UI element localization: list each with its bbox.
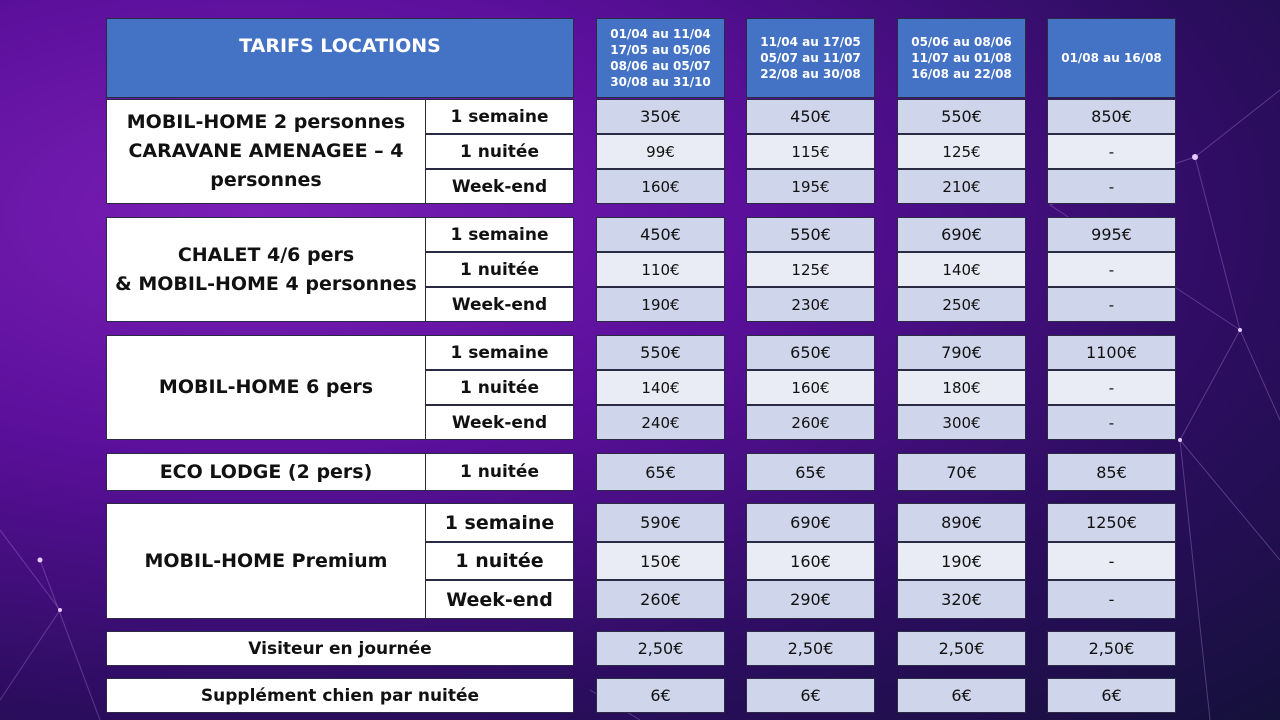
price-text: 2,50€: [637, 639, 684, 658]
extra-price-cell: [897, 631, 1026, 666]
product-label-lines: [159, 373, 373, 402]
network-node: [38, 558, 43, 563]
duration-text: 1 semaine: [450, 224, 549, 245]
price-cell: [596, 217, 725, 252]
price-cell: [746, 99, 875, 134]
period-header-4: [1047, 18, 1176, 98]
duration-text: 1 semaine: [450, 106, 549, 127]
price-text: 6€: [951, 686, 972, 705]
price-cell: [897, 580, 1026, 619]
duration-text: Week-end: [451, 294, 548, 315]
price-text: 65€: [645, 462, 676, 482]
price-text: 115€: [791, 142, 830, 161]
price-text: 240€: [641, 413, 680, 432]
price-text: 320€: [941, 590, 982, 609]
price-text: 110€: [641, 260, 680, 279]
price-text: 180€: [942, 378, 981, 397]
price-cell: [746, 580, 875, 619]
price-text: 230€: [791, 295, 830, 314]
duration-cell: [425, 370, 574, 405]
price-cell: [1047, 503, 1176, 542]
price-cell: [897, 287, 1026, 322]
product-label-2: [106, 217, 426, 322]
price-text: 650€: [790, 343, 831, 362]
duration-cell: [425, 169, 574, 204]
price-cell: [897, 169, 1026, 204]
price-text: 1250€: [1086, 513, 1137, 532]
price-cell: [596, 405, 725, 440]
duration-text: 1 nuitée: [455, 550, 544, 572]
price-cell: [746, 287, 875, 322]
duration-text: Week-end: [451, 412, 548, 433]
duration-text: Week-end: [446, 588, 553, 611]
price-cell: [746, 405, 875, 440]
price-cell: [1047, 335, 1176, 370]
price-text: 350€: [640, 107, 681, 126]
price-cell: [596, 542, 725, 580]
price-text: 6€: [1101, 686, 1122, 705]
price-cell: [897, 335, 1026, 370]
duration-text: 1 nuitée: [460, 377, 539, 398]
price-text: 550€: [941, 107, 982, 126]
duration-cell: [425, 453, 574, 491]
price-cell: [897, 542, 1026, 580]
price-text: 250€: [942, 295, 981, 314]
extra-label-1: [106, 631, 574, 666]
price-text: 300€: [942, 413, 981, 432]
price-text: -: [1108, 551, 1115, 571]
price-text: 70€: [946, 462, 977, 482]
price-cell: [596, 99, 725, 134]
duration-cell: [425, 405, 574, 440]
price-cell: [746, 503, 875, 542]
product-label-3: [106, 335, 426, 440]
price-text: 790€: [941, 343, 982, 362]
period-line: 05/07 au 11/07: [760, 51, 861, 65]
network-node: [1192, 154, 1198, 160]
period-line: 05/06 au 08/06: [911, 35, 1012, 49]
price-cell: [897, 503, 1026, 542]
period-line: 16/08 au 22/08: [911, 67, 1012, 81]
product-label-4: [106, 453, 426, 491]
product-label-lines: [145, 547, 388, 576]
price-text: 125€: [942, 142, 981, 161]
price-cell: [897, 217, 1026, 252]
price-cell: [1047, 169, 1176, 204]
price-text: 450€: [790, 107, 831, 126]
price-cell: [596, 370, 725, 405]
period-lines: [610, 26, 711, 90]
price-text: 290€: [790, 590, 831, 609]
price-text: 99€: [646, 142, 675, 161]
price-text: 195€: [791, 177, 830, 196]
extra-price-cell: [596, 631, 725, 666]
price-cell: [596, 169, 725, 204]
price-cell: [596, 335, 725, 370]
product-label-line: personnes: [210, 169, 322, 191]
price-text: 2,50€: [787, 639, 834, 658]
extra-label-2: [106, 678, 574, 713]
product-label-line: MOBIL-HOME 2 personnes: [126, 111, 406, 133]
duration-cell: [425, 542, 574, 580]
price-cell: [897, 134, 1026, 169]
price-text: 260€: [640, 590, 681, 609]
price-cell: [897, 405, 1026, 440]
table-title: [106, 18, 574, 98]
price-cell: [596, 580, 725, 619]
price-text: 850€: [1091, 107, 1132, 126]
duration-cell: [425, 99, 574, 134]
price-text: 995€: [1091, 225, 1132, 244]
price-text: 150€: [640, 551, 681, 571]
duration-text: 1 nuitée: [460, 462, 539, 482]
price-text: 160€: [791, 378, 830, 397]
extra-price-cell: [746, 631, 875, 666]
price-text: -: [1108, 378, 1115, 397]
price-text: -: [1108, 590, 1115, 609]
price-text: 690€: [790, 513, 831, 532]
duration-text: 1 nuitée: [460, 141, 539, 162]
price-cell: [1047, 405, 1176, 440]
product-label-lines: [127, 108, 405, 195]
duration-cell: [425, 252, 574, 287]
price-text: 85€: [1096, 462, 1127, 482]
price-text: 550€: [640, 343, 681, 362]
price-cell: [897, 370, 1026, 405]
period-line: 01/08 au 16/08: [1061, 51, 1162, 65]
product-label-line: ECO LODGE (2 pers): [159, 460, 373, 483]
product-label-line: & MOBIL-HOME 4 personnes: [115, 272, 417, 295]
price-cell: [596, 453, 725, 491]
product-label-1: [106, 99, 426, 204]
price-cell: [746, 134, 875, 169]
extra-price-cell: [1047, 678, 1176, 713]
price-cell: [1047, 217, 1176, 252]
product-label-lines: [160, 458, 373, 487]
period-line: 22/08 au 30/08: [760, 67, 861, 81]
duration-cell: [425, 503, 574, 542]
network-node: [1238, 328, 1242, 332]
period-header-3: [897, 18, 1026, 98]
period-header-2: [746, 18, 875, 98]
price-cell: [596, 287, 725, 322]
price-text: 210€: [942, 177, 981, 196]
product-label-lines: [115, 241, 417, 299]
price-cell: [746, 542, 875, 580]
price-text: -: [1108, 177, 1115, 196]
price-cell: [897, 252, 1026, 287]
price-text: 450€: [640, 225, 681, 244]
period-line: 01/04 au 11/04: [610, 27, 711, 41]
period-lines: [760, 34, 861, 82]
price-cell: [1047, 252, 1176, 287]
product-label-line: CHALET 4/6 pers: [177, 243, 355, 266]
price-cell: [897, 453, 1026, 491]
network-node: [58, 608, 62, 612]
period-header-1: [596, 18, 725, 98]
product-label-5: [106, 503, 426, 619]
price-cell: [1047, 580, 1176, 619]
extra-label-text: Visiteur en journée: [248, 638, 432, 659]
network-node: [1178, 438, 1182, 442]
period-lines: [1061, 50, 1162, 66]
product-label-line: CARAVANE AMENAGEE – 4: [128, 140, 404, 162]
price-text: 65€: [795, 462, 826, 482]
price-text: -: [1108, 413, 1115, 432]
product-label-line: MOBIL-HOME 6 pers: [158, 376, 374, 398]
price-text: 690€: [941, 225, 982, 244]
price-text: 6€: [650, 686, 671, 705]
table-title-text: TARIFS LOCATIONS: [239, 35, 441, 57]
price-cell: [1047, 287, 1176, 322]
price-text: 160€: [641, 177, 680, 196]
price-text: 590€: [640, 513, 681, 532]
price-cell: [596, 503, 725, 542]
period-line: 08/06 au 05/07: [610, 59, 711, 73]
price-text: 125€: [791, 260, 830, 279]
price-text: 160€: [790, 551, 831, 571]
price-text: -: [1108, 142, 1115, 161]
price-cell: [746, 217, 875, 252]
price-text: 190€: [641, 295, 680, 314]
duration-text: Week-end: [451, 176, 548, 197]
price-cell: [746, 453, 875, 491]
price-text: 190€: [941, 551, 982, 571]
price-cell: [1047, 370, 1176, 405]
price-text: 890€: [941, 513, 982, 532]
price-text: 2,50€: [1088, 639, 1135, 658]
price-text: 140€: [942, 260, 981, 279]
price-text: 2,50€: [938, 639, 985, 658]
price-text: -: [1108, 260, 1115, 279]
duration-cell: [425, 217, 574, 252]
duration-text: 1 semaine: [444, 511, 555, 534]
period-line: 17/05 au 05/06: [610, 43, 711, 57]
price-text: 1100€: [1086, 343, 1137, 362]
duration-text: 1 nuitée: [460, 259, 539, 280]
duration-cell: [425, 287, 574, 322]
price-cell: [596, 134, 725, 169]
price-cell: [897, 99, 1026, 134]
price-cell: [746, 169, 875, 204]
duration-cell: [425, 335, 574, 370]
price-cell: [1047, 134, 1176, 169]
period-lines: [911, 34, 1012, 82]
extra-price-cell: [746, 678, 875, 713]
product-label-line: MOBIL-HOME Premium: [144, 549, 388, 572]
extra-price-cell: [596, 678, 725, 713]
price-text: 260€: [791, 413, 830, 432]
price-cell: [746, 370, 875, 405]
duration-cell: [425, 580, 574, 619]
period-line: 11/04 au 17/05: [760, 35, 861, 49]
price-text: -: [1108, 295, 1115, 314]
price-cell: [746, 335, 875, 370]
extra-label-text: Supplément chien par nuitée: [200, 685, 480, 706]
price-cell: [596, 252, 725, 287]
extra-price-cell: [897, 678, 1026, 713]
period-line: 11/07 au 01/08: [911, 51, 1012, 65]
price-text: 550€: [790, 225, 831, 244]
price-text: 140€: [641, 378, 680, 397]
extra-price-cell: [1047, 631, 1176, 666]
period-line: 30/08 au 31/10: [610, 75, 711, 89]
duration-cell: [425, 134, 574, 169]
price-text: 6€: [800, 686, 821, 705]
duration-text: 1 semaine: [450, 342, 549, 363]
price-cell: [1047, 453, 1176, 491]
price-cell: [746, 252, 875, 287]
price-cell: [1047, 542, 1176, 580]
price-cell: [1047, 99, 1176, 134]
